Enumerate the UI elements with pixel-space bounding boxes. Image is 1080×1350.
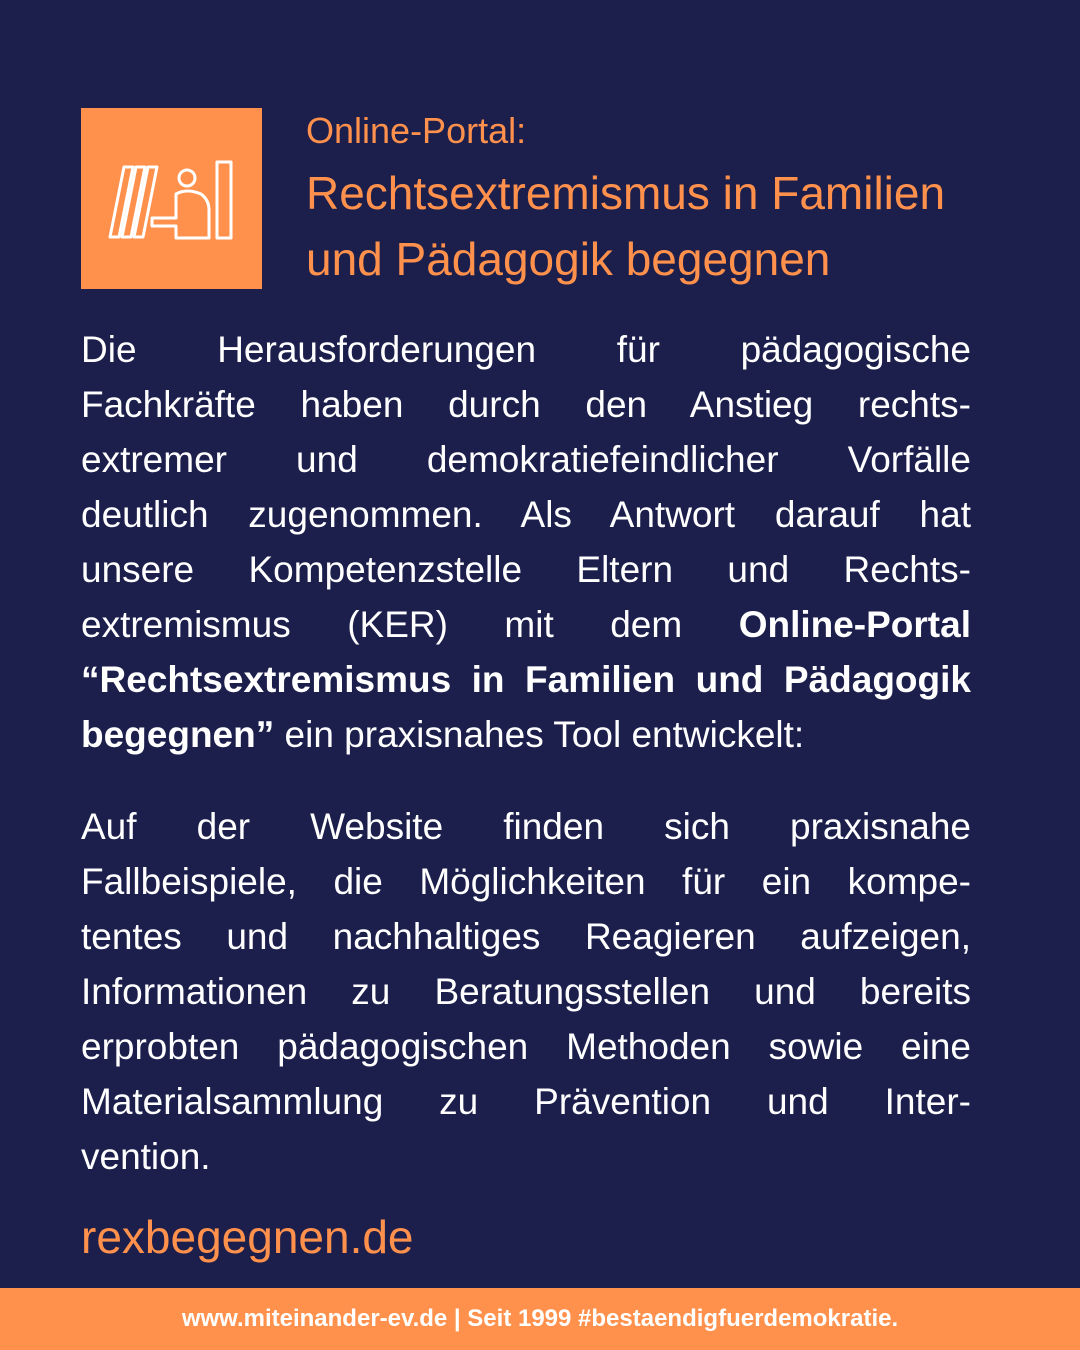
header	[306, 108, 1006, 292]
books-person-icon	[81, 108, 262, 289]
title-line-2: und Pädagogik begegnen	[306, 233, 831, 285]
text-line: unsere Kompetenzstelle Eltern und Rechts-	[81, 549, 971, 590]
paragraph-2	[81, 799, 971, 1184]
text-line: Fachkräfte haben durch den Anstieg rechts-	[81, 384, 971, 425]
kicker: Online-Portal:	[306, 110, 527, 151]
text-line	[81, 707, 971, 762]
paragraph-1	[81, 322, 971, 762]
portal-name-bold: Online-Portal	[738, 604, 971, 645]
text-line: Materialsammlung zu Prävention und Inter-	[81, 1081, 971, 1122]
text-line: tentes und nachhaltiges Reagieren aufzeigen,	[81, 916, 971, 957]
text-line: deutlich zugenommen. Als Antwort darauf hat	[81, 494, 971, 535]
text-line: Informationen zu Beratungsstellen und bereits	[81, 971, 971, 1012]
portal-name-bold: begegnen”	[81, 714, 275, 755]
text-segment: extremismus (KER) mit dem	[81, 604, 739, 645]
logo-badge	[81, 108, 262, 289]
title-line-1: Rechtsextremismus in Familien	[306, 167, 946, 219]
text-line: erprobten pädagogischen Methoden sowie eine	[81, 1026, 971, 1067]
text-line	[81, 597, 971, 652]
text-line: Fallbeispiele, die Möglichkeiten für ein kompe-	[81, 861, 971, 902]
text-line: Die Herausforderungen für pädagogische	[81, 329, 971, 370]
text-line: Auf der Website finden sich praxisnahe	[81, 806, 971, 847]
body-text	[81, 322, 971, 1184]
text-line: vention.	[81, 1136, 211, 1177]
page-title	[306, 160, 1006, 292]
text-line	[81, 652, 971, 707]
website-link[interactable]: rexbegegnen.de	[81, 1211, 414, 1263]
footer-bar: www.miteinander-ev.de | Seit 1999 #bestaendigfuerdemokratie.	[0, 1288, 1080, 1350]
text-line: extremer und demokratiefeindlicher Vorfälle	[81, 439, 971, 480]
text-segment: ein praxisnahes Tool entwickelt:	[274, 714, 805, 755]
portal-name-bold: “Rechtsextremismus in Familien und Pädagogik	[81, 659, 971, 700]
